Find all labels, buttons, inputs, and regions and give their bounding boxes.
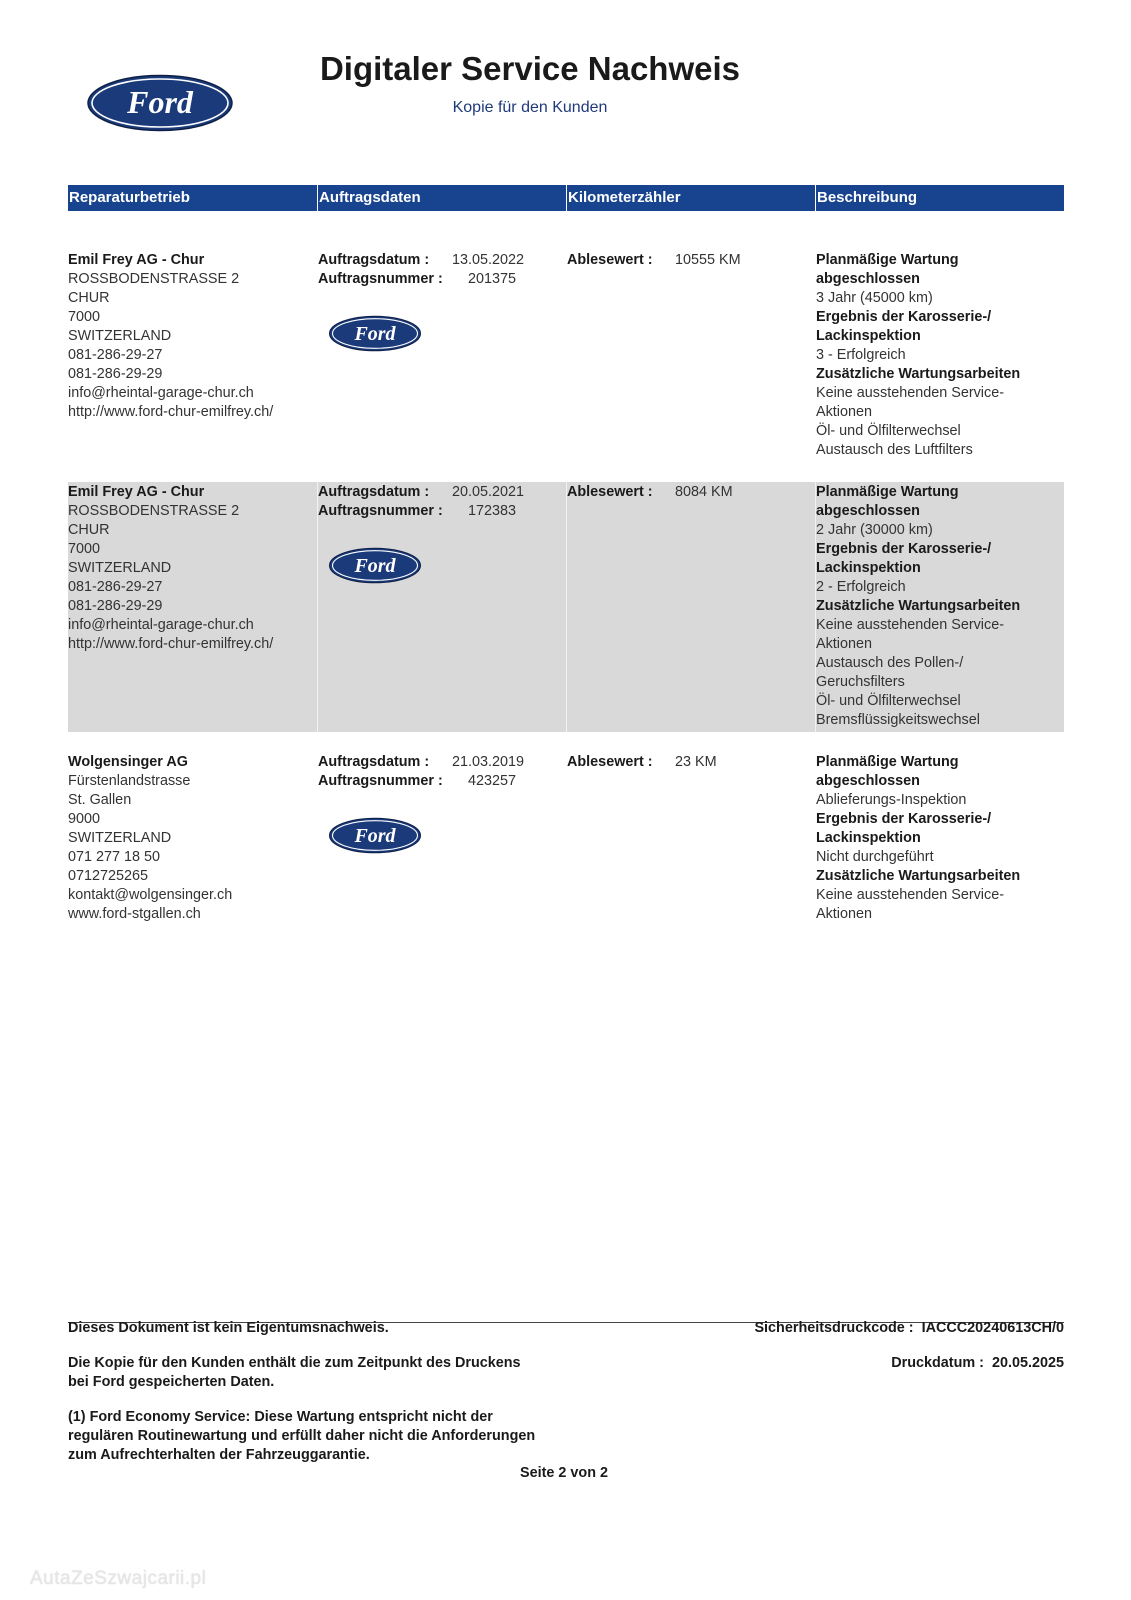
description-line: Geruchsfilters [816,674,905,690]
description-line: Austausch des Pollen-/ [816,655,964,671]
description-line: Keine ausstehenden Service- [816,617,1004,633]
description-line: Ergebnis der Karosserie-/ [816,541,992,557]
description-line: Zusätzliche Wartungsarbeiten [816,366,1021,382]
order-date-label: Auftragsdatum : [318,484,430,500]
economy-note [68,1408,535,1465]
description-line: abgeschlossen [816,503,920,519]
description-line: Keine ausstehenden Service- [816,385,1004,401]
order-number-label: Auftragsnummer : [318,503,443,519]
description-line: 3 Jahr (45000 km) [816,290,933,306]
ford-logo [86,74,234,132]
order-date-value: 20.05.2021 [452,484,525,500]
description-line: Keine ausstehenden Service- [816,887,1004,903]
description-line: Aktionen [816,906,873,922]
description-line: Planmäßige Wartung [816,252,959,268]
odometer-reading [567,483,815,502]
watermark: AutaZeSzwajcarii.pl [30,1568,207,1589]
description-line: Austausch des Luftfilters [816,442,973,458]
dealer-address-line: 0712725265 [68,868,149,884]
column-header-workshop: Reparaturbetrieb [69,189,190,206]
security-code-label: Sicherheitsdruckcode : [754,1320,914,1336]
odometer-label: Ablesewert : [567,252,653,268]
ford-logo-small-wrap [328,315,566,352]
description-line: Bremsflüssigkeitswechsel [816,712,980,728]
dealer-cell [68,752,317,942]
svg-text:Ford: Ford [354,555,396,577]
dealer-address-line: 9000 [68,811,101,827]
copy-note-line: bei Ford gespeicherten Daten. [68,1374,275,1390]
dealer-address-line: 7000 [68,541,101,557]
description-line: Ablieferungs-Inspektion [816,792,967,808]
svg-text:Ford: Ford [127,84,193,120]
odometer-value: 8084 KM [675,484,733,500]
print-date-value: 20.05.2025 [991,1355,1064,1371]
dealer-cell [68,482,317,732]
dealer-address-line: SWITZERLAND [68,560,172,576]
order-data-cell [317,482,566,732]
page-subtitle: Kopie für den Kunden [452,99,608,116]
dealer-name: Emil Frey AG - Chur [68,484,205,500]
description-line: Öl- und Ölfilterwechsel [816,693,961,709]
ford-logo [328,315,422,352]
dealer-address-line: Fürstenlandstrasse [68,773,191,789]
odometer-cell [566,752,815,942]
dealer-address-line: info@rheintal-garage-chur.ch [68,617,254,633]
description-line: Planmäßige Wartung [816,754,959,770]
description-line: Aktionen [816,404,873,420]
ford-logo [328,817,422,854]
print-date-label: Druckdatum : [891,1355,984,1371]
description-cell [815,752,1064,942]
description-line: Ergebnis der Karosserie-/ [816,309,992,325]
page-title: Digitaler Service Nachweis [319,50,741,87]
dealer-address-line: ROSSBODENSTRASSE 2 [68,271,240,287]
order-date-label: Auftragsdatum : [318,754,430,770]
description-line: 2 - Erfolgreich [816,579,906,595]
description-line: abgeschlossen [816,271,920,287]
odometer-value: 10555 KM [675,252,741,268]
odometer-cell [566,482,815,732]
order-date-label: Auftragsdatum : [318,252,430,268]
odometer-label: Ablesewert : [567,484,653,500]
svg-text:Ford: Ford [354,323,396,345]
description-line: abgeschlossen [816,773,920,789]
economy-note-line: regulären Routinewartung und erfüllt daher nicht die Anforderungen [68,1428,536,1444]
dealer-address-line: kontakt@wolgensinger.ch [68,887,233,903]
column-header-order-data: Auftragsdaten [317,185,566,211]
table-row [68,752,1064,942]
ford-logo-small-wrap [328,547,566,584]
order-date-value: 21.03.2019 [452,754,525,770]
order-number [318,502,566,521]
dealer-cell [68,250,317,482]
dealer-address-line: CHUR [68,290,110,306]
description-line: Lackinspektion [816,830,921,846]
ford-logo [328,547,422,584]
description-line: Aktionen [816,636,873,652]
order-number-value: 201375 [468,271,517,287]
dealer-address-line: SWITZERLAND [68,830,172,846]
dealer-address-line: http://www.ford-chur-emilfrey.ch/ [68,636,274,652]
dealer-address-line: 081-286-29-29 [68,366,163,382]
order-number-label: Auftragsnummer : [318,773,443,789]
dealer-name: Emil Frey AG - Chur [68,252,205,268]
dealer-address-line: 071 277 18 50 [68,849,161,865]
odometer-label: Ablesewert : [567,754,653,770]
order-date-value: 13.05.2022 [452,252,525,268]
dealer-address-line: http://www.ford-chur-emilfrey.ch/ [68,404,274,420]
dealer-name: Wolgensinger AG [68,754,188,770]
copy-note-line: Die Kopie für den Kunden enthält die zum Zeitpunkt des Druckens [68,1355,521,1371]
description-line: Lackinspektion [816,560,921,576]
order-number [318,270,566,289]
order-number [318,772,566,791]
dealer-address-line: ROSSBODENSTRASSE 2 [68,503,240,519]
column-header-description: Beschreibung [815,185,1064,211]
ownership-note: Dieses Dokument ist kein Eigentumsnachweis. [68,1320,389,1336]
odometer-value: 23 KM [675,754,717,770]
dealer-address-line: www.ford-stgallen.ch [68,906,201,922]
description-cell [815,250,1064,482]
order-date [318,753,566,772]
table-row [68,250,1064,482]
ford-logo-small-wrap [328,817,566,854]
odometer-reading [567,753,815,772]
description-line: Ergebnis der Karosserie-/ [816,811,992,827]
dealer-address-line: 081-286-29-29 [68,598,163,614]
order-data-cell [317,250,566,482]
description-line: Zusätzliche Wartungsarbeiten [816,598,1021,614]
order-date [318,483,566,502]
svg-text:Ford: Ford [354,825,396,847]
description-line: 3 - Erfolgreich [816,347,906,363]
description-line: 2 Jahr (30000 km) [816,522,933,538]
dealer-address-line: SWITZERLAND [68,328,172,344]
description-line: Öl- und Ölfilterwechsel [816,423,961,439]
dealer-address-line: 7000 [68,309,101,325]
odometer-reading [567,251,815,270]
order-date [318,251,566,270]
dealer-address-line: CHUR [68,522,110,538]
dealer-address-line: info@rheintal-garage-chur.ch [68,385,254,401]
dealer-address-line: 081-286-29-27 [68,579,163,595]
copy-note [68,1354,521,1392]
security-code [754,1319,1064,1338]
order-number-value: 423257 [468,773,517,789]
description-line: Nicht durchgeführt [816,849,934,865]
description-cell [815,482,1064,732]
description-line: Zusätzliche Wartungsarbeiten [816,868,1021,884]
economy-note-line: zum Aufrechterhalten der Fahrzeuggarantie. [68,1447,370,1463]
dealer-address-line: St. Gallen [68,792,132,808]
page-number: Seite 2 von 2 [520,1465,608,1481]
description-line: Lackinspektion [816,328,921,344]
table-row [68,482,1064,732]
odometer-cell [566,250,815,482]
print-date [891,1354,1064,1373]
description-line: Planmäßige Wartung [816,484,959,500]
dealer-address-line: 081-286-29-27 [68,347,163,363]
order-number-value: 172383 [468,503,517,519]
column-header-odometer: Kilometerzähler [566,185,815,211]
economy-note-line: (1) Ford Economy Service: Diese Wartung entspricht nicht der [68,1409,493,1425]
security-code-value: IACCC20240613CH/0 [921,1320,1064,1336]
order-data-cell [317,752,566,942]
table-header [68,185,1064,211]
order-number-label: Auftragsnummer : [318,271,443,287]
